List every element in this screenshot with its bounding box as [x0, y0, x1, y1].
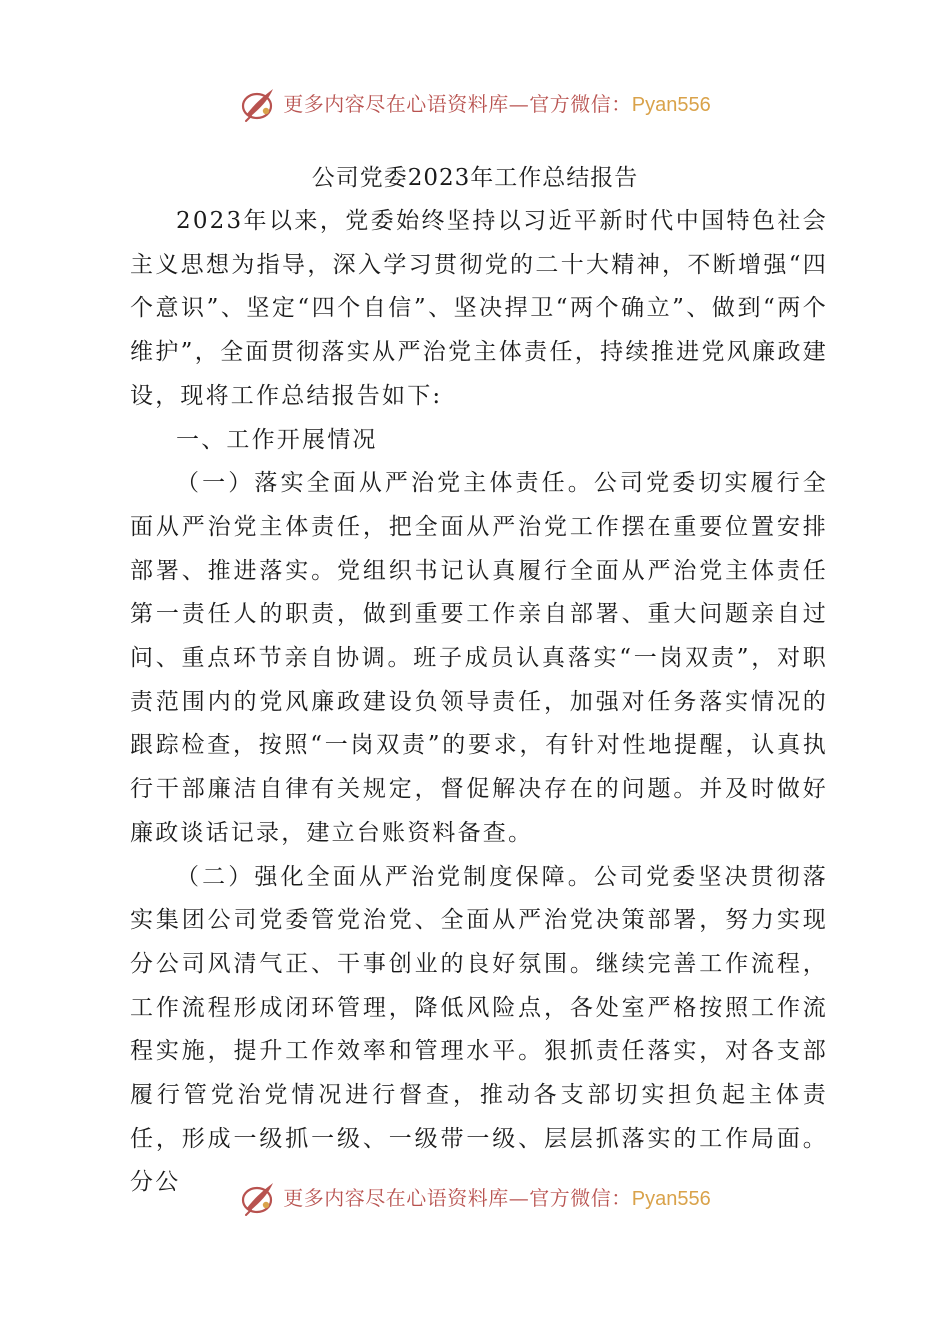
header-banner	[0, 84, 950, 124]
banner-text	[283, 1178, 710, 1219]
banner-wechat-id: Pyan556	[631, 93, 711, 116]
document-body	[130, 200, 828, 1205]
banner-slogan: 更多内容尽在心语资料库—官方微信：	[283, 1185, 632, 1210]
document-title: 公司党委2023年工作总结报告	[311, 165, 639, 191]
section-heading: 一、工作开展情况	[176, 426, 378, 453]
banner-slogan: 更多内容尽在心语资料库—官方微信：	[283, 91, 632, 116]
intro-paragraph: 2023年以来，党委始终坚持以习近平新时代中国特色社会主义思想为指导，深入学习贯彻党的二十大精神，不断增强“四个意识”、坚定“四个自信”、坚决捍卫“两个确立”、做到“两个维护”，全面贯彻落实从严治党主体责任，持续推进党风廉政建设，现将工作总结报告如下:	[130, 208, 828, 409]
footer-banner	[0, 1178, 950, 1218]
banner-wechat-id: Pyan556	[631, 1187, 711, 1210]
quill-pen-seal-icon	[239, 1178, 279, 1218]
body-paragraph-responsibility: （一）落实全面从严治党主体责任。公司党委切实履行全面从严治党主体责任，把全面从严治党工作摆在重要位置安排部署、推进落实。党组织书记认真履行全面从严治党主体责任第一责任人的职责，做到重要工作亲自部署、重大问题亲自过问、重点环节亲自协调。班子成员认真落实“一岗双责”，对职责范围内的党风廉政建设负领导责任，加强对任务落实情况的跟踪检查，按照“一岗双责”的要求，有针对性地提醒，认真执行干部廉洁自律有关规定，督促解决存在的问题。并及时做好廉政谈话记录，建立台账资料备查。	[130, 470, 828, 846]
quill-pen-seal-icon	[239, 84, 279, 124]
body-paragraph-system-guarantee: （二）强化全面从严治党制度保障。公司党委坚决贯彻落实集团公司党委管党治党、全面从严治党决策部署，努力实现分公司风清气正、干事创业的良好氛围。继续完善工作流程，工作流程形成闭环管理，降低风险点，各处室严格按照工作流程实施，提升工作效率和管理水平。狠抓责任落实，对各支部履行管党治党情况进行督查，推动各支部切实担负起主体责任，形成一级抓一级、一级带一级、层层抓落实的工作局面。分公	[130, 863, 828, 1196]
banner-text	[283, 84, 710, 125]
